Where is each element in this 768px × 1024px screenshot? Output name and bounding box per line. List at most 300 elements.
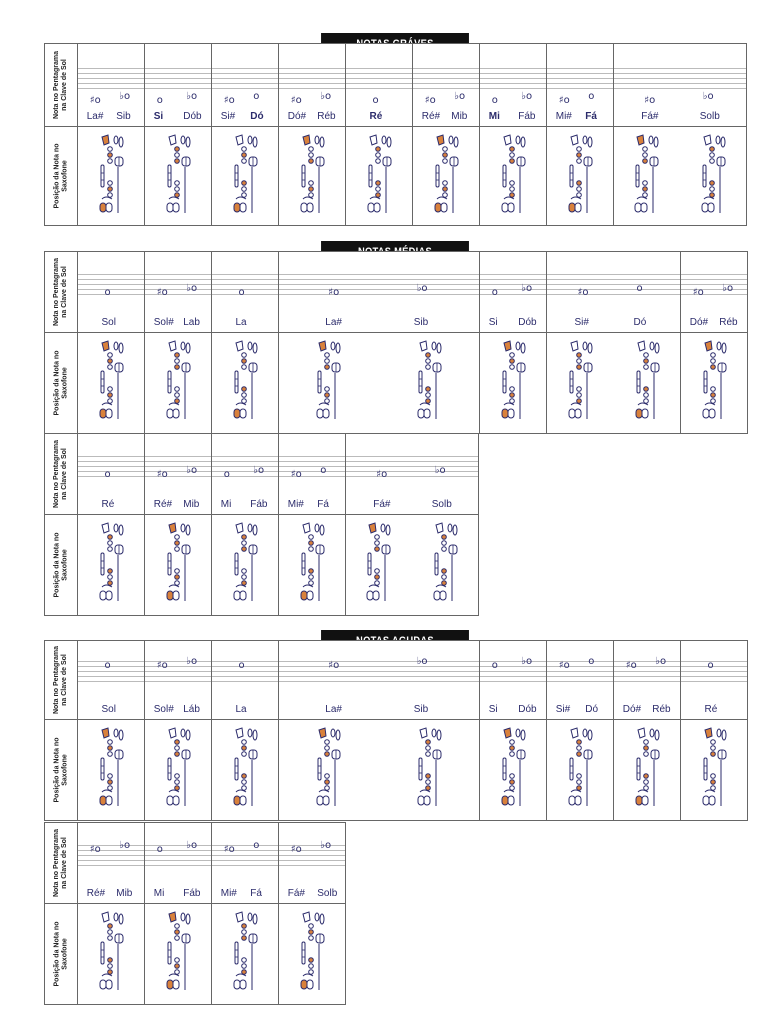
- fingering-cell: [613, 719, 681, 821]
- staff-note: o: [104, 660, 111, 671]
- staff-line: [78, 865, 144, 866]
- pinky-key: [167, 980, 173, 989]
- staff-line: [78, 274, 144, 275]
- lower-stack-key: [241, 786, 246, 791]
- palm-key: [186, 137, 190, 147]
- sax-fingering-diagram: [700, 133, 728, 217]
- note-label: Réb: [317, 111, 336, 122]
- octave-key: [236, 912, 243, 922]
- sax-fingering-diagram: [232, 133, 260, 217]
- staff-cell: [613, 640, 681, 720]
- sax-fingering-diagram: [701, 339, 729, 423]
- lower-stack-key: [375, 581, 380, 586]
- staff-line: [145, 676, 211, 677]
- side-keys: [101, 165, 104, 187]
- note-label: Mi#: [555, 111, 572, 122]
- pinky-key: [569, 203, 575, 212]
- staff-cell: [345, 433, 479, 515]
- staff-line: [78, 78, 144, 79]
- staff-line: [279, 850, 345, 851]
- staff-line: [145, 471, 211, 472]
- upper-stack-key: [509, 159, 514, 164]
- upper-stack-key: [174, 740, 179, 745]
- upper-stack-key: [174, 752, 179, 757]
- side-keys: [101, 371, 104, 393]
- fingering-diagram: [701, 339, 729, 428]
- palm-key: [315, 524, 319, 532]
- upper-stack-key: [375, 547, 380, 552]
- row-header-staff-label: Nota no Pentagrama na Clave de Sol: [53, 257, 69, 327]
- upper-stack-key: [375, 541, 380, 546]
- upper-stack-key: [576, 153, 581, 158]
- octave-key: [704, 135, 711, 145]
- palm-key: [453, 525, 457, 535]
- lower-stack-key: [709, 187, 714, 192]
- fingering-diagram: [165, 339, 193, 428]
- row-header-position-label: Posição da Nota no Saxofone: [53, 532, 68, 598]
- staff-line: [346, 476, 478, 477]
- staff-line: [212, 279, 278, 280]
- staff-line: [279, 83, 345, 84]
- lower-stack-key: [174, 193, 179, 198]
- staff-note: o: [372, 95, 379, 106]
- fingering-cell: [278, 332, 480, 434]
- staff-line: [480, 274, 546, 275]
- lower-stack-key: [174, 964, 179, 969]
- staff-cell: [144, 251, 212, 333]
- note-label: Si#: [574, 317, 589, 328]
- pinky-key: [575, 203, 581, 212]
- palm-key: [331, 729, 335, 737]
- fingering-cell: [546, 126, 614, 226]
- octave-key: [303, 912, 310, 922]
- fingering-diagram: [232, 726, 260, 815]
- staff-note: ♯o: [328, 660, 340, 671]
- lower-stack-key: [643, 187, 648, 192]
- palm-key: [448, 524, 452, 532]
- pinky-key: [100, 796, 106, 805]
- side-keys: [703, 165, 706, 187]
- staff-note: ♯o: [156, 469, 168, 480]
- staff-note: ♯o: [328, 287, 340, 298]
- staff-lines: [614, 68, 746, 96]
- staff-note: ♯o: [644, 95, 656, 106]
- upper-stack-key: [643, 153, 648, 158]
- note-label: La: [235, 704, 247, 715]
- sax-fingering-diagram: [165, 133, 193, 217]
- octave-key: [638, 341, 645, 351]
- lower-stack-key: [107, 569, 112, 574]
- sax-fingering-diagram: [98, 521, 126, 605]
- staff-line: [78, 681, 144, 682]
- lower-stack-key: [509, 786, 514, 791]
- pinky-key: [441, 203, 447, 212]
- staff-note: ♯o: [156, 287, 168, 298]
- upper-stack-key: [241, 547, 246, 552]
- staff-line: [614, 73, 746, 74]
- upper-stack-key: [107, 746, 112, 751]
- lower-stack-key: [710, 387, 715, 392]
- staff-lines: [78, 456, 144, 484]
- pinky-key: [508, 409, 514, 418]
- sax-fingering-diagram: [98, 133, 126, 217]
- upper-stack-key: [107, 353, 112, 358]
- note-label: Ré#: [153, 499, 173, 510]
- fingering-cell: [613, 126, 747, 226]
- staff-line: [681, 294, 747, 295]
- lower-stack-key: [425, 399, 430, 404]
- staff-line: [279, 860, 345, 861]
- palm-key: [181, 729, 185, 737]
- staff-line: [480, 88, 546, 89]
- staff-line: [78, 850, 144, 851]
- lower-stack-key: [241, 958, 246, 963]
- staff-line: [614, 78, 746, 79]
- upper-stack-key: [107, 547, 112, 552]
- upper-stack-key: [107, 541, 112, 546]
- fingering-cell: [680, 719, 748, 821]
- sax-fingering-diagram: [500, 726, 528, 810]
- staff-line: [614, 68, 746, 69]
- lower-stack-key: [425, 786, 430, 791]
- fingering-cell: [278, 719, 480, 821]
- staff-line: [480, 666, 546, 667]
- pinky-key: [368, 203, 374, 212]
- sax-fingering-diagram: [366, 133, 394, 217]
- staff-lines: [279, 68, 345, 96]
- palm-key: [320, 137, 324, 147]
- palm-key: [119, 525, 123, 535]
- upper-stack-key: [710, 752, 715, 757]
- pinky-key: [173, 796, 179, 805]
- staff-line: [212, 845, 278, 846]
- side-keys: [302, 165, 305, 187]
- staff-note: ♯o: [156, 660, 168, 671]
- pinky-key: [635, 203, 641, 212]
- palm-key: [521, 137, 525, 147]
- sax-fingering-diagram: [416, 339, 444, 423]
- lower-stack-key: [425, 387, 430, 392]
- lower-stack-key: [576, 393, 581, 398]
- side-keys: [419, 758, 422, 780]
- staff-note: ♭o: [521, 91, 533, 102]
- fingering-cell: [278, 126, 346, 226]
- staff-lines: [547, 274, 680, 302]
- pinky-key: [234, 980, 240, 989]
- upper-stack-key: [509, 353, 514, 358]
- staff-line: [547, 661, 613, 662]
- lower-stack-key: [442, 187, 447, 192]
- staff-line: [145, 73, 211, 74]
- lower-stack-key: [241, 964, 246, 969]
- octave-key: [436, 523, 443, 533]
- upper-stack-key: [107, 936, 112, 941]
- upper-stack-key: [425, 740, 430, 745]
- staff-lines: [212, 845, 278, 873]
- staff-lines: [212, 68, 278, 96]
- palm-key: [717, 729, 721, 737]
- pinky-key: [641, 203, 647, 212]
- upper-stack-key: [576, 359, 581, 364]
- fingering-cell: [144, 719, 212, 821]
- staff-line: [681, 279, 747, 280]
- sax-fingering-diagram: [165, 910, 193, 994]
- note-label: Láb: [183, 704, 200, 715]
- side-keys: [318, 371, 321, 393]
- fingering-diagram: [232, 133, 260, 222]
- staff-lines: [78, 661, 144, 689]
- upper-stack-key: [308, 147, 313, 152]
- staff-line: [212, 661, 278, 662]
- upper-stack-key: [709, 159, 714, 164]
- palm-key: [248, 136, 252, 144]
- sax-fingering-diagram: [633, 133, 661, 217]
- note-label: Mib: [451, 111, 468, 122]
- lower-stack-key: [241, 187, 246, 192]
- note-label: Fá#: [373, 499, 391, 510]
- staff-line: [547, 676, 613, 677]
- upper-stack-key: [107, 365, 112, 370]
- lower-stack-key: [710, 780, 715, 785]
- fingering-diagram: [165, 521, 193, 610]
- sax-fingering-diagram: [315, 339, 343, 423]
- fingering-cell: [77, 903, 145, 1005]
- lower-stack-key: [325, 399, 330, 404]
- upper-stack-key: [509, 147, 514, 152]
- note-label: La#: [325, 704, 342, 715]
- staff-note: ♯o: [577, 287, 589, 298]
- staff-line: [78, 671, 144, 672]
- pinky-key: [418, 796, 424, 805]
- staff-cell: [211, 43, 279, 127]
- fingering-cell: [211, 126, 279, 226]
- staff-line: [279, 666, 479, 667]
- note-label: Mi: [220, 499, 232, 510]
- octave-key: [705, 341, 712, 351]
- lower-stack-key: [643, 786, 648, 791]
- lower-stack-key: [425, 393, 430, 398]
- lower-stack-key: [325, 387, 330, 392]
- lower-stack-key: [174, 780, 179, 785]
- upper-stack-key: [241, 359, 246, 364]
- upper-stack-key: [241, 740, 246, 745]
- row-header-position-label: Posição da Nota no Saxofone: [53, 350, 68, 416]
- lower-stack-key: [441, 575, 446, 580]
- staff-note: ♯o: [558, 95, 570, 106]
- staff-line: [681, 666, 747, 667]
- upper-stack-key: [643, 752, 648, 757]
- lower-stack-key: [325, 393, 330, 398]
- lower-stack-key: [174, 786, 179, 791]
- lower-stack-key: [576, 780, 581, 785]
- pinky-key: [569, 796, 575, 805]
- row-header-staff: [44, 43, 78, 127]
- fingering-cell: [144, 332, 212, 434]
- staff-line: [145, 78, 211, 79]
- staff-line: [212, 860, 278, 861]
- row-header-staff: [44, 640, 78, 720]
- lower-stack-key: [308, 181, 313, 186]
- staff-line: [78, 855, 144, 856]
- upper-stack-key: [425, 359, 430, 364]
- staff-line: [212, 274, 278, 275]
- fingering-cell: [345, 126, 413, 226]
- staff-lines: [480, 68, 546, 96]
- staff-note: ♯o: [89, 844, 101, 855]
- upper-stack-key: [174, 365, 179, 370]
- pinky-key: [703, 409, 709, 418]
- note-label: Sol#: [153, 317, 174, 328]
- note-label: Dó#: [287, 111, 307, 122]
- upper-stack-key: [174, 153, 179, 158]
- upper-stack-key: [241, 746, 246, 751]
- staff-cell: [546, 251, 681, 333]
- staff-cell: [278, 251, 480, 333]
- palm-key: [315, 913, 319, 921]
- staff-lines: [78, 274, 144, 302]
- row-header-position: [44, 903, 78, 1005]
- staff-line: [346, 471, 478, 472]
- sax-fingering-diagram: [567, 726, 595, 810]
- staff-lines: [279, 456, 345, 484]
- note-label: Ré: [101, 499, 115, 510]
- staff-line: [212, 73, 278, 74]
- staff-line: [212, 294, 278, 295]
- octave-key: [236, 728, 243, 738]
- pinky-key: [106, 796, 112, 805]
- pinky-key: [709, 796, 715, 805]
- palm-key: [454, 137, 458, 147]
- note-label: Ré#: [86, 888, 106, 899]
- fingering-diagram: [633, 133, 661, 222]
- staff-line: [78, 289, 144, 290]
- staff-cell: [479, 640, 547, 720]
- palm-key: [721, 137, 725, 147]
- pinky-key: [636, 409, 642, 418]
- pinky-key: [440, 591, 446, 600]
- upper-stack-key: [441, 547, 446, 552]
- staff-line: [279, 855, 345, 856]
- staff-note: ♭o: [521, 656, 533, 667]
- staff-lines: [614, 661, 680, 689]
- staff-note: ♭o: [119, 91, 131, 102]
- pinky-key: [234, 591, 240, 600]
- lower-stack-key: [576, 786, 581, 791]
- staff-cell: [278, 43, 346, 127]
- row-header-staff-label: Nota no Pentagrama na Clave de Sol: [53, 439, 69, 509]
- upper-stack-key: [325, 740, 330, 745]
- sax-fingering-diagram: [165, 726, 193, 810]
- sax-fingering-diagram: [299, 910, 327, 994]
- staff-note: o: [253, 91, 260, 102]
- upper-stack-key: [107, 930, 112, 935]
- lower-stack-key: [709, 181, 714, 186]
- staff-note: ♭o: [416, 656, 428, 667]
- note-label: Fá: [585, 111, 597, 122]
- lower-stack-key: [241, 393, 246, 398]
- side-keys: [235, 165, 238, 187]
- staff-lines: [480, 661, 546, 689]
- octave-key: [236, 341, 243, 351]
- palm-key: [253, 137, 257, 147]
- upper-stack-key: [107, 147, 112, 152]
- upper-stack-key: [709, 147, 714, 152]
- staff-note: ♭o: [186, 91, 198, 102]
- palm-key: [114, 136, 118, 144]
- pinky-key: [642, 409, 648, 418]
- octave-key: [437, 135, 444, 145]
- fingering-cell: [546, 719, 614, 821]
- sax-fingering-diagram: [567, 133, 595, 217]
- staff-line: [346, 78, 412, 79]
- staff-cell: [680, 640, 748, 720]
- staff-cell: [479, 43, 547, 127]
- staff-line: [212, 865, 278, 866]
- lower-stack-key: [643, 181, 648, 186]
- pinky-key: [106, 203, 112, 212]
- staff-cell: [77, 251, 145, 333]
- staff-line: [145, 88, 211, 89]
- palm-key: [521, 730, 525, 740]
- pinky-key: [240, 591, 246, 600]
- fingering-cell: [144, 903, 212, 1005]
- upper-stack-key: [308, 924, 313, 929]
- staff-line: [279, 845, 345, 846]
- staff-line: [212, 671, 278, 672]
- lower-stack-key: [241, 399, 246, 404]
- side-keys: [302, 942, 305, 964]
- side-keys: [369, 165, 372, 187]
- pinky-key: [106, 591, 112, 600]
- upper-stack-key: [509, 365, 514, 370]
- pinky-key: [234, 796, 240, 805]
- staff-line: [78, 461, 144, 462]
- note-label: Mi: [488, 111, 500, 122]
- pinky-key: [502, 796, 508, 805]
- staff-note: ♭o: [434, 465, 446, 476]
- fingering-diagram: [634, 726, 662, 815]
- palm-key: [655, 343, 659, 353]
- upper-stack-key: [241, 365, 246, 370]
- upper-stack-key: [509, 153, 514, 158]
- pinky-key: [424, 796, 430, 805]
- palm-key: [722, 730, 726, 740]
- side-keys: [235, 758, 238, 780]
- octave-key: [420, 341, 427, 351]
- upper-stack-key: [710, 353, 715, 358]
- row-header-position-label: Posição da Nota no Saxofone: [53, 737, 68, 803]
- lower-stack-key: [107, 780, 112, 785]
- fingering-cell: [278, 514, 346, 616]
- note-label: Dób: [518, 317, 537, 328]
- lower-stack-key: [509, 780, 514, 785]
- octave-key: [504, 728, 511, 738]
- upper-stack-key: [174, 535, 179, 540]
- sax-fingering-diagram: [433, 133, 461, 217]
- staff-line: [614, 671, 680, 672]
- staff-cell: [77, 433, 145, 515]
- note-label: Ré: [704, 704, 718, 715]
- staff-line: [681, 284, 747, 285]
- staff-line: [480, 676, 546, 677]
- pinky-key: [575, 796, 581, 805]
- note-label: Mib: [183, 499, 200, 510]
- palm-key: [583, 342, 587, 350]
- upper-stack-key: [174, 547, 179, 552]
- staff-line: [614, 666, 680, 667]
- staff-note: o: [320, 465, 327, 476]
- palm-key: [588, 730, 592, 740]
